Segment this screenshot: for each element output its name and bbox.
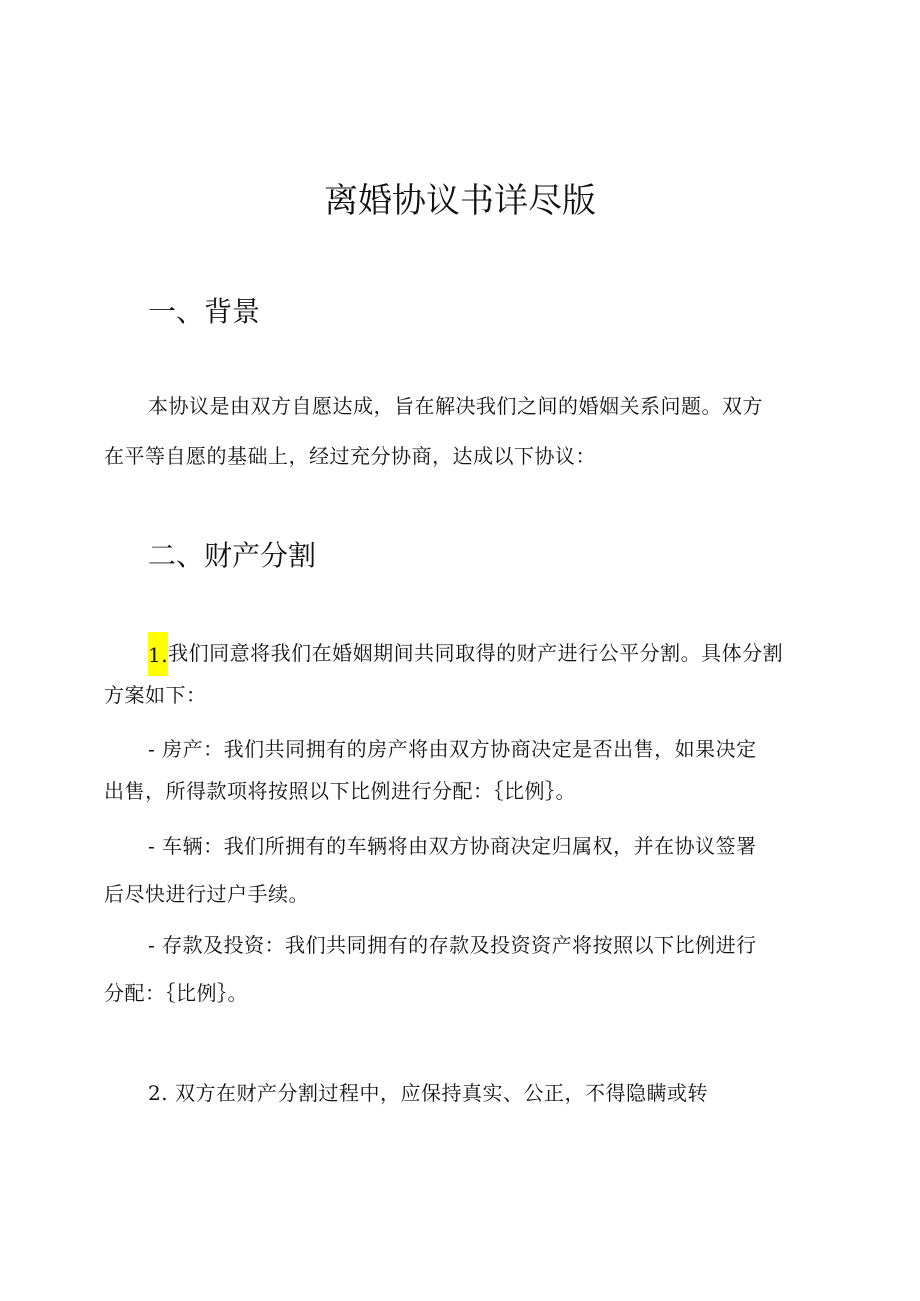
paragraph-line: - 存款及投资：我们共同拥有的存款及投资资产将按照以下比例进行 [148, 933, 757, 957]
item-text: 我们同意将我们在婚姻期间共同取得的财产进行公平分割。具体分割 [168, 641, 784, 665]
document-title: 离婚协议书详尽版 [324, 181, 596, 221]
property-division-item-1 [104, 632, 824, 716]
paragraph-line: 分配：｛比例｝。 [104, 981, 248, 1005]
section-heading-property-division: 二、财产分割 [148, 539, 317, 572]
section-heading-background: 一、背景 [148, 295, 261, 328]
paragraph-line: 在平等自愿的基础上，经过充分协商，达成以下协议： [104, 444, 596, 468]
highlighted-number: 1. [148, 632, 168, 676]
paragraph-line: 本协议是由双方自愿达成，旨在解决我们之间的婚姻关系问题。双方 [148, 394, 763, 418]
paragraph-line: 方案如下： [104, 683, 207, 707]
background-paragraph [104, 385, 824, 477]
paragraph-line: 后尽快进行过户手续。 [104, 882, 309, 906]
paragraph-line: 2. 双方在财产分割过程中，应保持真实、公正，不得隐瞒或转 [148, 1081, 708, 1105]
paragraph-line: - 房产：我们共同拥有的房产将由双方协商决定是否出售，如果决定 [148, 737, 757, 761]
paragraph-line [104, 632, 824, 674]
property-bullet-house [104, 728, 824, 812]
property-bullet-savings [104, 924, 824, 1014]
property-division-item-2 [104, 1072, 824, 1114]
property-bullet-vehicle [104, 825, 824, 915]
paragraph-line: - 车辆：我们所拥有的车辆将由双方协商决定归属权，并在协议签署 [148, 834, 757, 858]
paragraph-line: 出售，所得款项将按照以下比例进行分配：｛比例｝。 [104, 779, 576, 803]
